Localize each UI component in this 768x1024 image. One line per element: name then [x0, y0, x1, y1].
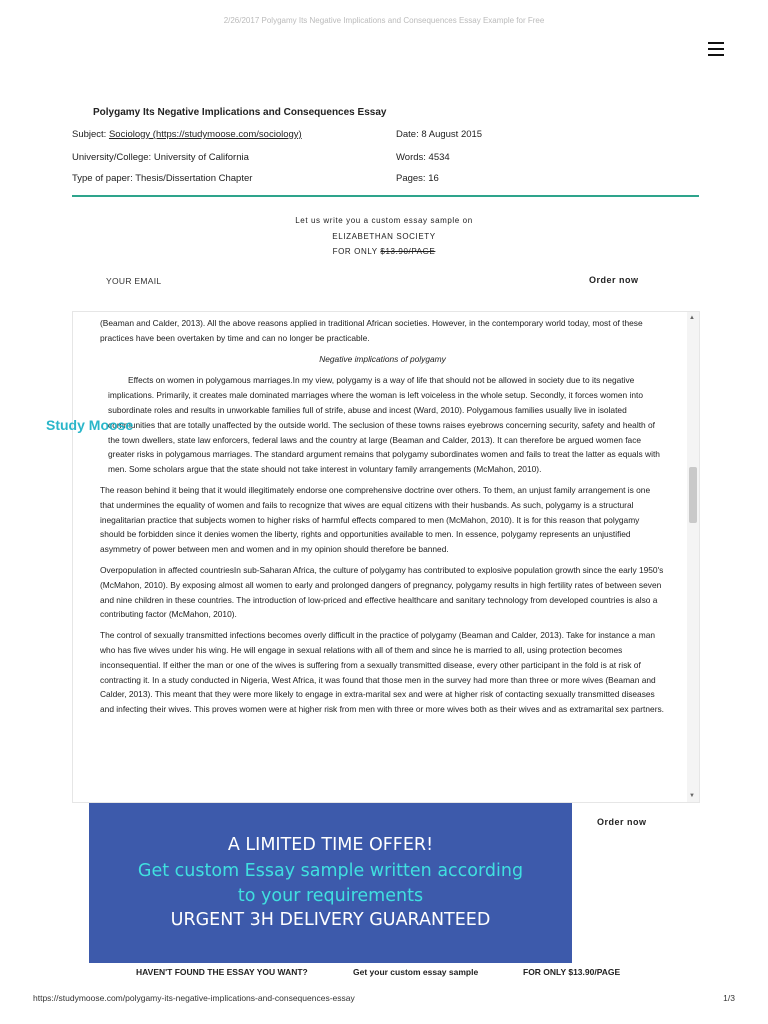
- paragraph: The reason behind it being that it would illegitimately endorse one comprehensive doctrine over others. To them, an unjust family arrangement is one that undermines the equality of women and fails to recognize that wives are equal citizens with their husbands. As such, polygamy is a structural inegalitarian practice that subjects women to higher risks of harmful effects compared to men (McMahon, 2010). It is for this reason that polygamy should be forbidden since it denies women the liberty, rights and opportunities available to men. In essence, polygamy represents an unjustified asymmetry of power between men and women and in my opinion should therefore be banned.: [100, 484, 651, 555]
- paper-type-line: Type of paper: Thesis/Dissertation Chapter: [72, 173, 253, 184]
- promo-price-line: [0, 247, 768, 256]
- page-url: https://studymoose.com/polygamy-its-negative-implications-and-consequences-essay: [33, 993, 355, 1003]
- date-line: Date: 8 August 2015: [396, 129, 483, 140]
- divider: [72, 195, 699, 197]
- for-only-price[interactable]: FOR ONLY $13.90/PAGE: [523, 967, 621, 977]
- study-moose-watermark: Study Moose: [46, 417, 134, 433]
- subject-link[interactable]: Sociology (https://studymoose.com/sociology): [108, 129, 302, 140]
- order-now-button-2[interactable]: Order now: [597, 817, 647, 827]
- essay-title: Polygamy Its Negative Implications and Consequences Essay: [93, 107, 387, 118]
- limited-offer-banner[interactable]: [89, 803, 572, 963]
- print-header: 2/26/2017 Polygamy Its Negative Implications and Consequences Essay Example for Free: [223, 16, 545, 25]
- reader-scrollbar[interactable]: [687, 312, 699, 802]
- hamburger-menu-icon[interactable]: [708, 42, 724, 56]
- banner-line-4: URGENT 3H DELIVERY GUARANTEED: [170, 910, 491, 930]
- essay-reader[interactable]: [72, 311, 700, 803]
- paragraph: Overpopulation in affected countriesIn sub-Saharan Africa, the culture of polygamy has contributed to explosive population growth since the early 1950's (McMahon, 2010). By exposing almost all women to early and prolonged dangers of pregnancy, polygamy results in high fertility rates of between seven and nine children in these countries. The introduction of low-priced and effective healthcare and sanitary technology from developed countries is also a contributing factor (McMahon, 2010).: [100, 564, 664, 620]
- banner-line-1: A LIMITED TIME OFFER!: [227, 835, 434, 855]
- email-field[interactable]: YOUR EMAIL: [106, 276, 162, 286]
- paragraph: The control of sexually transmitted infections becomes overly difficult in the practice of polygamy (Beaman and Calder, 2013). Take for instance a man who has five wives under his wing. He will engage in sexual relations with all of them and since he is married to all, using protection becomes inconsequential. If either the man or one of the wives is suffering from a sexually transmitted disease, every other participant in the fold is at risk of contracting it. In a study conducted in Nigeria, West Africa, it was found that those men in the survey had more than three or more wives (Beaman and Calder, 2013). This meant that they were more likely to engage in extra-marital sex and were at higher risk of contacting sexually transmitted diseases and infecting their wives. This proves women were at higher risk from men with three or more wives both as their wives and as extramarital sex partners.: [100, 630, 664, 715]
- not-found-link[interactable]: HAVEN'T FOUND THE ESSAY YOU WANT?: [136, 967, 308, 977]
- promo-topic: ELIZABETHAN SOCIETY: [332, 232, 436, 241]
- university-line: University/College: University of California: [72, 152, 249, 163]
- banner-line-2: Get custom Essay sample written according: [137, 861, 524, 881]
- paragraph: (Beaman and Calder, 2013). All the above reasons applied in traditional African societies. However, in the contemporary world today, most of these practices have been overtaken by time and can no longer be practicable.: [100, 318, 643, 343]
- paragraph: Effects on women in polygamous marriages.In my view, polygamy is a way of life that should not be allowed in society due to its negative implications. Primarily, it creates male dominated marriages where the woman is left voiceless in the whole setup. Secondly, it forces women into subordinate roles and results in unworkable families full of strife, abuse and incest (Ward, 2010). Polygamous families usually live in isolated communities that are totally unaffected by the outside world. The seclusion of these towns raises eyebrows concerning security, safety and health of the town dwellers, state law enforcers, federal laws and the country at large (Beaman and Calder, 2013). It can therefore be argued women face greater risks in polygamous marriages. The standard argument remains that polygamy subordinates women and fails to treat the latter as equals with men. Some scholars argue that the state should not take interest in voluntary family arrangements (McMahon, 2010).: [108, 375, 660, 475]
- page-number: 1/3: [723, 993, 735, 1003]
- subject-line: [72, 129, 302, 140]
- get-custom-sample-link[interactable]: Get your custom essay sample: [353, 967, 479, 977]
- banner-line-3: to your requirements: [237, 886, 424, 906]
- essay-text: [100, 316, 665, 723]
- promo-price-prefix: FOR ONLY: [332, 247, 378, 256]
- section-subheading: Negative implications of polygamy: [319, 353, 446, 364]
- subject-label: Subject:: [72, 129, 107, 140]
- scroll-up-icon[interactable]: ▲: [689, 315, 695, 321]
- promo-price: $13.90/PAGE: [380, 247, 436, 256]
- pages-line: Pages: 16: [396, 173, 439, 184]
- words-line: Words: 4534: [396, 152, 450, 163]
- scroll-thumb[interactable]: [689, 467, 697, 523]
- scroll-down-icon[interactable]: ▼: [689, 793, 695, 799]
- order-now-button[interactable]: Order now: [589, 275, 639, 285]
- promo-line-1: Let us write you a custom essay sample on: [295, 216, 473, 225]
